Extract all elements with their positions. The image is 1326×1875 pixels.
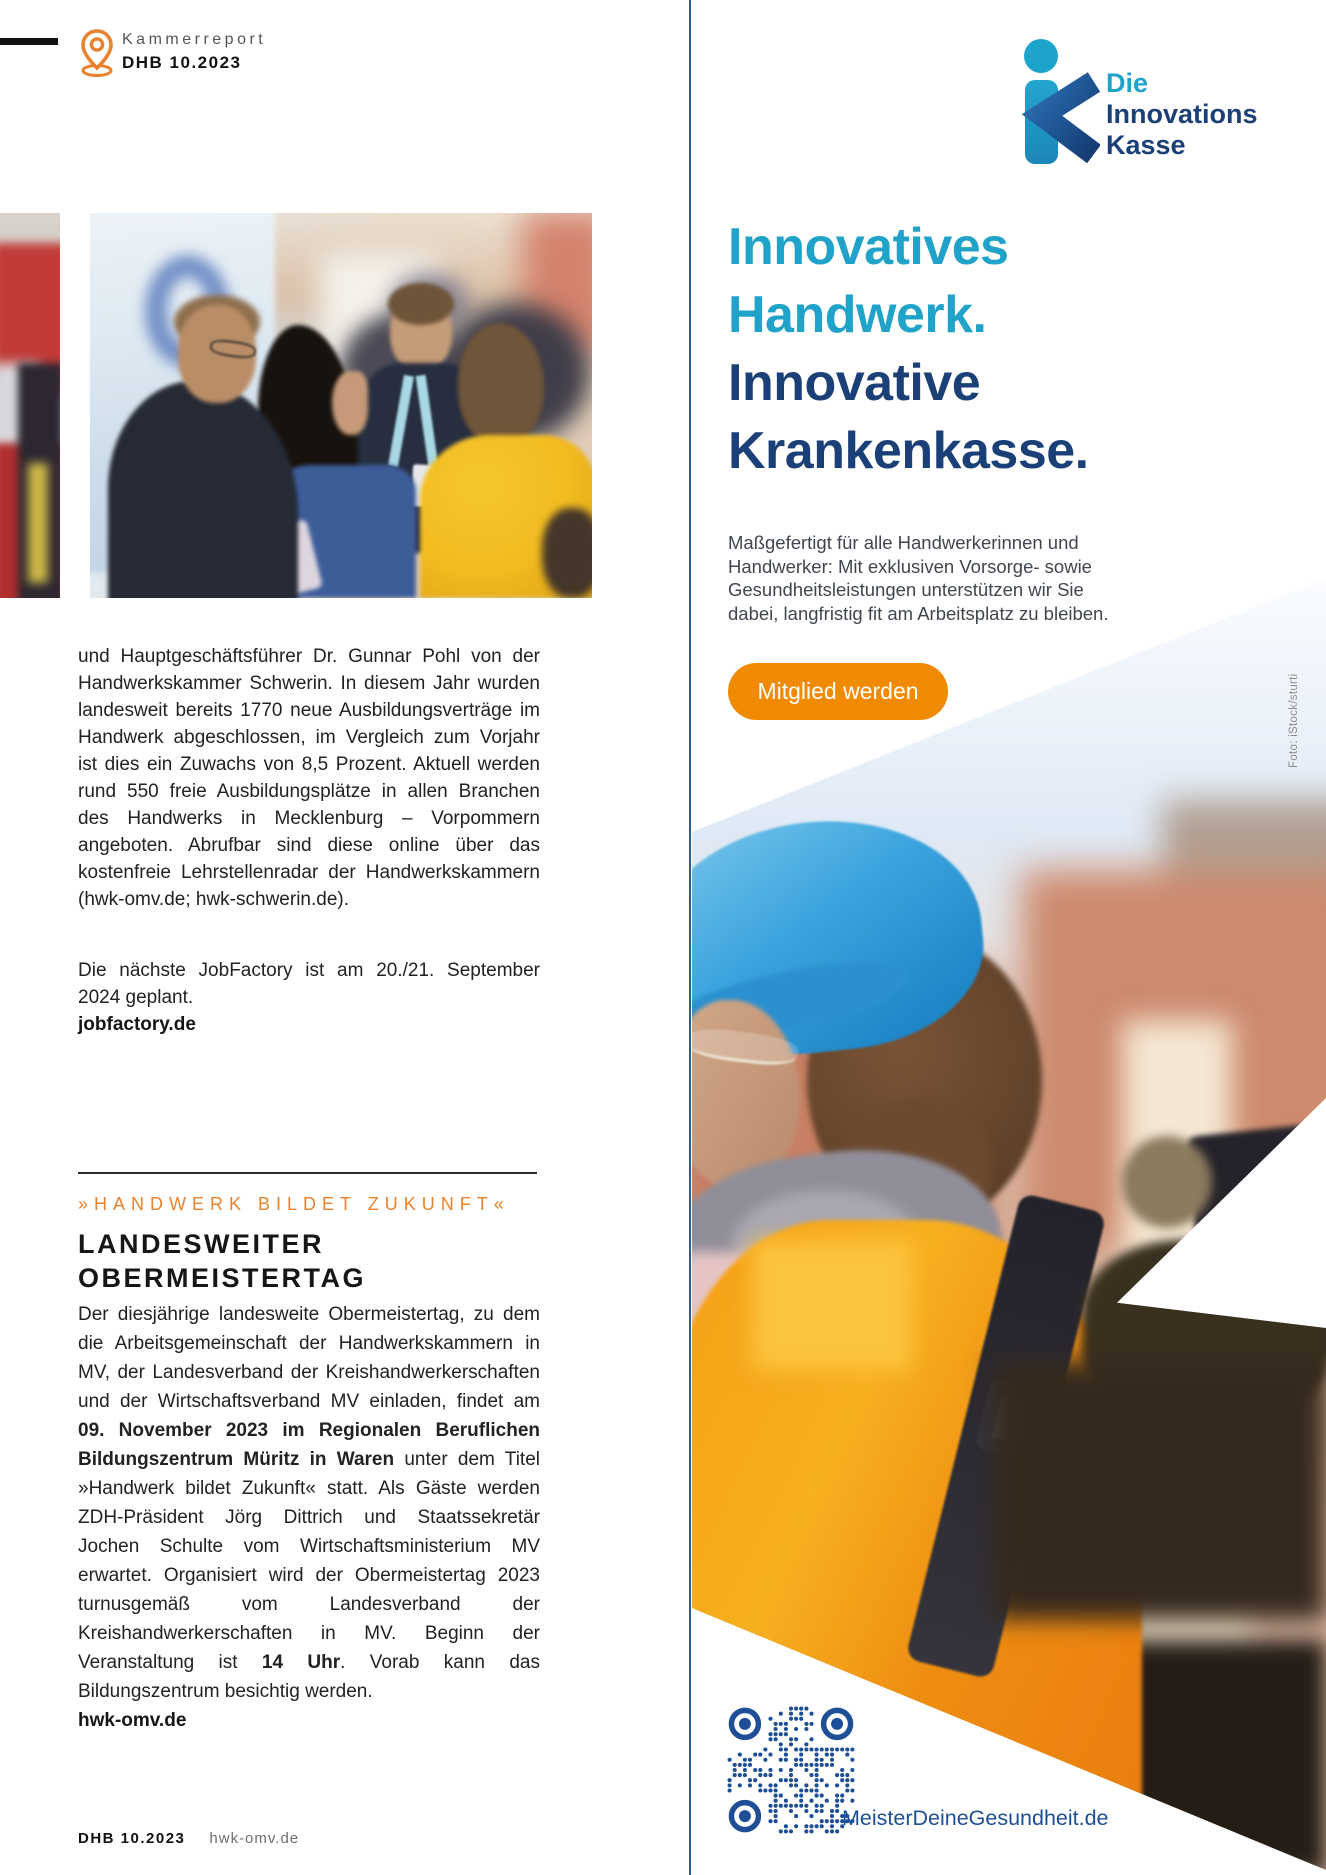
issue-label: DHB 10.2023 [122,53,242,72]
jobfactory-photo [90,213,592,598]
footer-site: hwk-omv.de [209,1830,300,1847]
logo-word: Die [1106,68,1149,98]
section-kicker: »HANDWERK BILDET ZUKUNFT« [78,1194,510,1214]
rubric-label: Kammerreport [122,31,267,48]
article-link: hwk-omv.de [78,1710,187,1731]
cta-label: Mitglied werden [757,678,919,704]
footer-issue: DHB 10.2023 [78,1830,186,1847]
headline-line: Innovative [728,354,981,412]
column-divider [689,0,691,1875]
logo-word: Kasse [1106,130,1186,160]
ad-photo-craftswoman [692,540,1326,1875]
page-footer [78,1830,299,1847]
photo-credit: Foto: iStock/sturti [1288,673,1300,768]
qr-code [727,1706,855,1834]
lanyard-shape [28,463,48,583]
article-link: jobfactory.de [78,1014,196,1035]
woman-face [332,371,368,435]
pointing-hand [1122,1136,1212,1228]
page-header [122,31,266,73]
logo-word: Innovations [1106,99,1258,129]
man-hair [388,283,454,325]
headline-line: Innovatives [728,218,1009,276]
article-body: Der diesjährige landesweite Obermeistertag, zu dem die Arbeitsgemeinschaft der Handwerkskammern in MV, der Landesverband der Kreishandwerkerschaften und der Wirtschaftsverband MV einladen, findet am 09. November 2023 im Regionalen Beruflichen Bildungszentrum Müritz in Waren unter dem Titel »Handwerk bildet Zukunft« statt. Als Gäste werden ZDH-Präsident Jörg Dittrich und Staatssekretär Jochen Schulte vom Wirtschaftsministerium MV erwartet. Organisiert wird der Obermeistertag 2023 turnusgemäß vom Landesverband der Kreishandwerkerschaften in MV. Beginn der Veranstaltung ist 14 Uhr. Vorab kann das Bildungszentrum besichtig werden. [78,1304,540,1702]
ad-body: Maßgefertigt für alle Handwerkerinnen und Handwerker: Mit exklusiven Vorsorge- sowie Gesundheitsleistungen unterstützen wir Sie dabei, langfristig fit am Arbeitsplatz zu bleiben. [728,532,1109,624]
mitglied-werden-button[interactable] [728,663,948,720]
boy-hair [458,323,544,445]
article-obermeistertag [78,1300,540,1735]
title-line: OBERMEISTERTAG [78,1263,367,1293]
jacket-highlight [752,1240,912,1370]
innovationskasse-logo-icon [1010,38,1100,169]
shadow-area [992,1360,1326,1620]
headline-line: Handwerk. [728,286,987,344]
page-edge-mark [0,38,58,45]
title-line: LANDESWEITER [78,1229,324,1259]
article-title [78,1227,366,1295]
second-visitor-head [542,508,592,598]
section-rule [78,1172,537,1174]
blurred-dark-sleeve [1122,1640,1326,1875]
ad-headline [728,213,1089,485]
article-jobfactory [78,643,540,1038]
ad-website: MeisterDeineGesundheit.de [842,1806,1109,1830]
article-body: und Hauptgeschäftsführer Dr. Gunnar Pohl von der Handwerkskammer Schwerin. In diesem Jahr wurden landesweit bereits 1770 neue Ausbildungsverträge im Handwerk abgeschlossen, im Vergleich zum Vorjahr ist dies ein Zuwachs von 8,5 Prozent. Aktuell werden rund 550 freie Ausbildungsplätze in allen Branchen des Handwerks in Mecklenburg – Vorpommern angeboten. Abrufbar sind diese online über das kostenfreie Lehrstellenradar der Handwerkskammern (hwk-omv.de; hwk-schwerin.de). [78,646,540,910]
left-strip-photo [0,213,60,598]
location-pin-icon [76,28,118,78]
headline-line: Krankenkasse. [728,422,1089,480]
article-note: Die nächste JobFactory ist am 20./21. September 2024 geplant. [78,960,540,1008]
innovationskasse-logo-text [1106,68,1258,161]
